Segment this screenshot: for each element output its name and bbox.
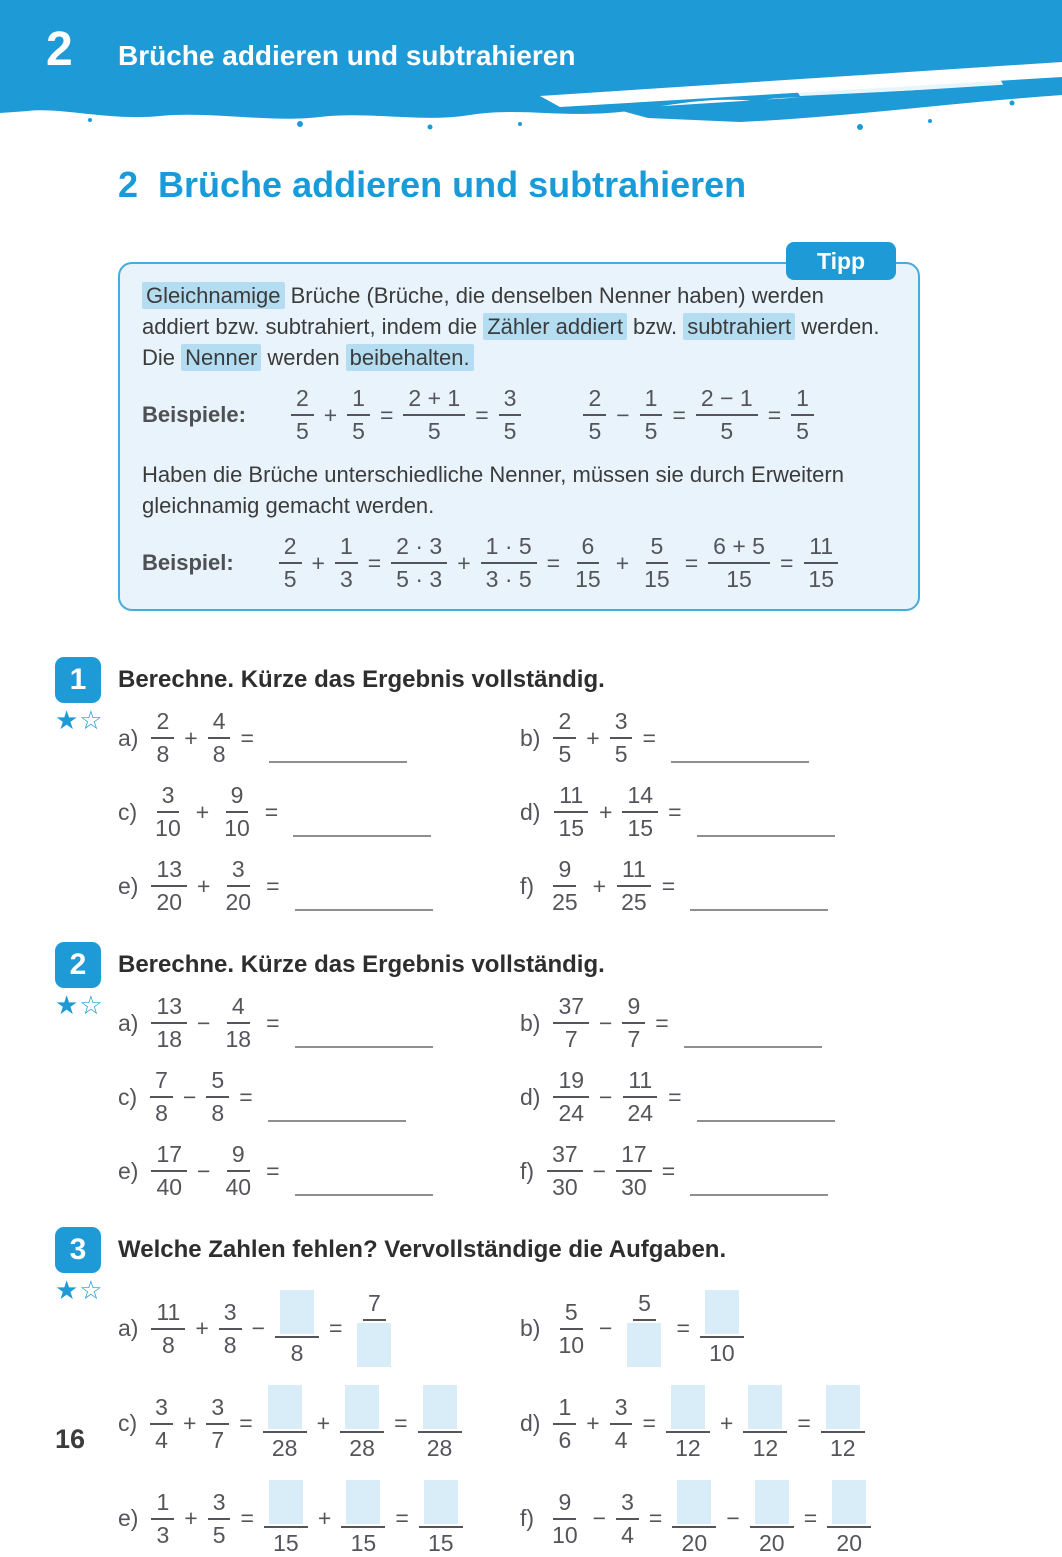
exercise-item: [118, 856, 520, 916]
fraction: 15: [264, 1480, 308, 1557]
item-label: b): [520, 724, 541, 751]
fraction: $\frac{3}{8}$: [219, 1299, 242, 1359]
exercise-item: [520, 1480, 920, 1557]
operator: +: [719, 1410, 734, 1436]
answer-line[interactable]: [697, 1120, 835, 1122]
fraction: $\frac{2 - 1}{5}$: [696, 385, 758, 445]
fraction: $\frac{17}{30}$: [616, 1141, 652, 1201]
item-expression: [550, 708, 808, 768]
exercise-item: [520, 856, 920, 916]
fraction: $\frac{9}{40}$: [225, 1141, 252, 1200]
page-number: 16: [55, 1424, 86, 1454]
highlighted-text: subtrahiert: [683, 313, 795, 340]
operator: +: [316, 1410, 331, 1436]
exercise-1-items: [118, 708, 920, 916]
item-label: f): [520, 1505, 535, 1531]
highlighted-text: beibehalten.: [346, 344, 474, 371]
operator: =: [266, 1009, 280, 1036]
answer-box[interactable]: [748, 1385, 782, 1429]
exercise-item: [520, 1290, 920, 1367]
fraction: $\frac{13}{20}$: [151, 856, 187, 916]
exercise-item: [520, 993, 920, 1053]
answer-line[interactable]: [684, 1046, 822, 1048]
fraction: $\frac{3}{7}$: [206, 1394, 229, 1454]
item-expression: [147, 1067, 405, 1127]
text: addiert bzw. subtrahiert, indem die: [142, 314, 484, 339]
fraction: $\frac{6}{15}$: [575, 533, 601, 592]
item-label: c): [118, 1083, 138, 1110]
answer-box[interactable]: [826, 1385, 860, 1429]
exercise-number-badge: 1: [55, 657, 101, 703]
exercise-item: [118, 993, 520, 1053]
answer-line[interactable]: [295, 909, 433, 911]
operator: =: [239, 1410, 253, 1436]
exercise-2: [0, 942, 1062, 1201]
exercise-item: [118, 782, 520, 842]
example-label: Beispiel:: [142, 550, 234, 575]
fraction: 12: [821, 1385, 865, 1462]
fraction: $\frac{11}{15}$: [803, 533, 839, 593]
answer-line[interactable]: [671, 761, 809, 763]
chapter-header-band: [0, 0, 1062, 140]
difficulty-stars-icon: ★☆: [55, 705, 104, 735]
operator: −: [197, 1009, 211, 1036]
fraction: $\frac{37}{7}$: [553, 993, 589, 1053]
operator: +: [311, 549, 325, 576]
fraction: 28: [263, 1385, 307, 1462]
answer-line[interactable]: [293, 835, 431, 837]
exercise-2-items: [118, 993, 920, 1201]
operator: −: [592, 1157, 607, 1184]
fraction: $\frac{7}{8}$: [150, 1067, 173, 1127]
tip-paragraph-2: [142, 459, 898, 521]
tip-paragraph-1: [142, 280, 898, 373]
tip-label: Tipp: [786, 242, 896, 280]
examples-expression: [288, 385, 817, 445]
fraction: 20: [750, 1480, 794, 1557]
item-label: c): [118, 1410, 138, 1436]
answer-box[interactable]: [357, 1323, 391, 1367]
fraction: $\frac{17}{40}$: [151, 1141, 187, 1201]
page-title: [118, 164, 1062, 206]
item-label: a): [118, 1009, 139, 1036]
exercise-3-items: [118, 1290, 920, 1557]
text: bzw.: [626, 314, 684, 339]
answer-box[interactable]: [671, 1385, 705, 1429]
exercise-item: [118, 708, 520, 768]
text: Die: [142, 345, 182, 370]
fraction: $\frac{2}{5}$: [279, 533, 302, 593]
operator: +: [586, 1410, 600, 1436]
fraction: $\frac{5}{15}$: [644, 533, 670, 592]
fraction: 20: [672, 1480, 716, 1557]
exercise-item: [520, 1141, 920, 1201]
operator: =: [661, 872, 676, 899]
operator: −: [251, 1315, 266, 1341]
fraction: $\frac{9}{7}$: [622, 993, 645, 1053]
answer-box[interactable]: [346, 1480, 380, 1524]
fraction: 10: [700, 1290, 744, 1367]
operator: +: [184, 724, 198, 751]
operator: =: [329, 1315, 343, 1341]
example-expression: [276, 533, 842, 593]
fraction: 5: [622, 1290, 666, 1367]
fraction: $\frac{11}{8}$: [151, 1299, 185, 1359]
text: werden.: [795, 314, 880, 339]
operator: =: [475, 401, 489, 428]
operator: −: [599, 1009, 613, 1036]
fraction: $\frac{1}{3}$: [335, 533, 358, 593]
item-expression: [544, 856, 828, 916]
operator: =: [672, 401, 686, 428]
exercise-2-marker: [55, 942, 118, 1201]
difficulty-stars-icon: ★☆: [55, 990, 104, 1020]
operator: =: [668, 1083, 682, 1110]
fraction: 28: [340, 1385, 384, 1462]
fraction: $\frac{14}{15}$: [622, 782, 658, 842]
operator: =: [767, 401, 782, 428]
highlighted-text: Gleichnamige: [142, 282, 285, 309]
operator: +: [197, 872, 211, 899]
operator: =: [379, 401, 394, 428]
operator: −: [182, 1083, 197, 1110]
item-expression: [148, 1141, 432, 1201]
fraction: $\frac{9}{25}$: [552, 856, 578, 915]
running-chapter-title: Brüche addieren und subtrahieren: [118, 40, 576, 71]
fraction: 28: [418, 1385, 462, 1462]
fraction: $\frac{3}{20}$: [225, 856, 252, 915]
fraction: $\frac{9}{10}$: [224, 782, 250, 841]
fraction: $\frac{13}{18}$: [151, 993, 187, 1053]
operator: =: [266, 872, 280, 899]
item-expression: [550, 1385, 867, 1462]
item-expression: [148, 1480, 465, 1557]
exercise-2-title: Berechne. Kürze das Ergebnis vollständig.: [118, 951, 605, 978]
fraction: $\frac{2 \cdot 3}{5 \cdot 3}$: [391, 533, 447, 593]
fraction: $\frac{3}{4}$: [616, 1489, 639, 1549]
operator: +: [586, 724, 600, 751]
operator: =: [239, 1083, 253, 1110]
fraction: $\frac{1 \cdot 5}{3 \cdot 5}$: [481, 533, 537, 593]
fraction: $\frac{3}{4}$: [150, 1394, 173, 1454]
operator: −: [616, 401, 630, 428]
fraction: $\frac{4}{8}$: [208, 708, 231, 768]
operator: −: [726, 1505, 740, 1531]
fraction: 12: [743, 1385, 787, 1462]
exercise-3: [0, 1227, 1062, 1557]
fraction: $\frac{3}{5}$: [499, 385, 522, 445]
answer-line[interactable]: [295, 1194, 433, 1196]
fraction: $\frac{3}{10}$: [155, 782, 181, 841]
exercise-item: [118, 1385, 520, 1462]
operator: =: [642, 1410, 656, 1436]
operator: =: [240, 724, 254, 751]
operator: =: [546, 549, 561, 576]
answer-box[interactable]: [269, 1480, 303, 1524]
fraction: $\frac{37}{30}$: [547, 1141, 583, 1201]
text: werden: [261, 345, 346, 370]
item-label: b): [520, 1009, 541, 1036]
answer-line[interactable]: [268, 1120, 406, 1122]
exercise-3-title: Welche Zahlen fehlen? Vervollständige die Aufgaben.: [118, 1236, 727, 1263]
operator: =: [668, 798, 682, 825]
item-expression: [148, 993, 432, 1053]
operator: =: [642, 724, 656, 751]
answer-box[interactable]: [677, 1480, 711, 1524]
operator: +: [615, 549, 630, 576]
item-label: a): [118, 1315, 139, 1341]
operator: =: [661, 1157, 676, 1184]
operator: +: [195, 798, 210, 825]
item-label: c): [118, 798, 138, 825]
fraction: $\frac{2}{8}$: [151, 708, 174, 768]
operator: =: [394, 1410, 408, 1436]
exercise-1-title: Berechne. Kürze das Ergebnis vollständig.: [118, 666, 605, 693]
operator: =: [240, 1505, 254, 1531]
exercise-item: [520, 782, 920, 842]
fraction: 20: [827, 1480, 871, 1557]
tip-box: [118, 247, 920, 611]
operator: +: [182, 1410, 197, 1436]
answer-box[interactable]: [345, 1385, 379, 1429]
item-label: b): [520, 1315, 541, 1341]
fraction: $\frac{11}{24}$: [622, 1067, 658, 1127]
item-label: e): [118, 872, 139, 899]
answer-box[interactable]: [705, 1290, 739, 1334]
item-expression: [148, 708, 406, 768]
fraction: $\frac{6 + 5}{15}$: [708, 533, 770, 593]
answer-line[interactable]: [269, 761, 407, 763]
answer-line[interactable]: [697, 835, 835, 837]
fraction: $\frac{19}{24}$: [553, 1067, 589, 1127]
item-label: a): [118, 724, 139, 751]
answer-box[interactable]: [832, 1480, 866, 1524]
fraction: $\frac{5}{8}$: [206, 1067, 229, 1127]
item-label: e): [118, 1505, 139, 1531]
operator: −: [599, 1083, 613, 1110]
exercise-item: [118, 1141, 520, 1201]
fraction: $\frac{1}{5}$: [791, 385, 814, 445]
item-expression: [544, 1141, 828, 1201]
answer-line[interactable]: [295, 1046, 433, 1048]
item-label: e): [118, 1157, 139, 1184]
fraction: $\frac{1}{6}$: [553, 1394, 576, 1454]
answer-box[interactable]: [424, 1480, 458, 1524]
tip-examples-row: [142, 385, 898, 445]
exercise-item: [520, 1385, 920, 1462]
fraction: $\frac{11}{15}$: [553, 782, 589, 842]
exercise-number-badge: 3: [55, 1227, 101, 1273]
fraction: 15: [419, 1480, 463, 1557]
operator: +: [592, 872, 607, 899]
item-expression: [550, 782, 834, 842]
fraction: $\frac{2}{5}$: [553, 708, 576, 768]
fraction: $\frac{3}{5}$: [208, 1489, 231, 1549]
fraction: $\frac{1}{3}$: [151, 1489, 174, 1549]
fraction: 15: [341, 1480, 385, 1557]
difficulty-stars-icon: ★☆: [55, 1275, 104, 1305]
item-expression: [147, 1385, 464, 1462]
exercise-1: [0, 657, 1062, 916]
item-label: d): [520, 798, 541, 825]
item-label: f): [520, 872, 535, 899]
operator: =: [395, 1505, 409, 1531]
page-title-text: Brüche addieren und subtrahieren: [158, 164, 747, 205]
fraction: $\frac{2}{5}$: [583, 385, 606, 445]
operator: +: [457, 549, 471, 576]
fraction: 7: [352, 1290, 396, 1367]
running-chapter-number: 2: [46, 23, 73, 76]
answer-box[interactable]: [627, 1323, 661, 1367]
text: gleichnamig gemacht werden.: [142, 493, 435, 518]
operator: =: [803, 1505, 818, 1531]
answer-box[interactable]: [423, 1385, 457, 1429]
exercise-1-marker: [55, 657, 118, 916]
fraction: $\frac{1}{5}$: [640, 385, 663, 445]
exercise-number-badge: 2: [55, 942, 101, 988]
item-expression: [147, 782, 431, 842]
operator: +: [323, 401, 338, 428]
exercise-3-marker: [55, 1227, 118, 1557]
fraction: $\frac{9}{10}$: [552, 1488, 578, 1548]
operator: +: [184, 1505, 198, 1531]
item-expression: [148, 1290, 399, 1367]
operator: −: [592, 1505, 607, 1531]
operator: =: [367, 549, 382, 576]
item-expression: [148, 856, 432, 916]
tip-example-row: [142, 533, 898, 593]
text: Brüche (Brüche, die denselben Nenner haben) werden: [284, 283, 824, 308]
highlighted-text: Nenner: [181, 344, 261, 371]
operator: =: [648, 1505, 663, 1531]
exercise-item: [520, 708, 920, 768]
highlighted-text: Zähler addiert: [483, 313, 627, 340]
page-title-number: 2: [118, 164, 139, 205]
operator: =: [779, 549, 794, 576]
operator: −: [599, 1315, 613, 1341]
fraction: 12: [666, 1385, 710, 1462]
fraction: $\frac{4}{18}$: [225, 993, 252, 1052]
fraction: $\frac{2}{5}$: [291, 385, 314, 445]
answer-box[interactable]: [755, 1480, 789, 1524]
answer-line[interactable]: [690, 1194, 828, 1196]
answer-box[interactable]: [280, 1290, 314, 1334]
operator: =: [797, 1410, 811, 1436]
operator: +: [599, 798, 613, 825]
fraction: $\frac{5}{10}$: [558, 1298, 585, 1358]
operator: =: [676, 1315, 690, 1341]
item-expression: [550, 1290, 746, 1367]
exercise-item: [520, 1067, 920, 1127]
examples-label: Beispiele:: [142, 402, 246, 427]
operator: =: [655, 1009, 669, 1036]
operator: =: [684, 549, 699, 576]
fraction: $\frac{2 + 1}{5}$: [403, 385, 465, 445]
item-label: f): [520, 1157, 535, 1184]
fraction: $\frac{1}{5}$: [347, 385, 370, 445]
operator: +: [195, 1315, 209, 1341]
fraction: $\frac{3}{4}$: [610, 1394, 633, 1454]
text: Haben die Brüche unterschiedliche Nenner, müssen sie durch Erweitern: [142, 462, 844, 487]
operator: =: [266, 1157, 280, 1184]
fraction: 8: [275, 1290, 319, 1367]
item-label: d): [520, 1083, 541, 1110]
operator: −: [197, 1157, 211, 1184]
answer-box[interactable]: [268, 1385, 302, 1429]
item-expression: [544, 1480, 874, 1557]
fraction: $\frac{3}{5}$: [610, 708, 633, 768]
exercise-item: [118, 1067, 520, 1127]
operator: +: [317, 1505, 332, 1531]
item-expression: [550, 1067, 834, 1127]
operator: =: [264, 798, 279, 825]
exercise-item: [118, 1290, 520, 1367]
exercise-item: [118, 1480, 520, 1557]
item-label: d): [520, 1410, 541, 1436]
fraction: $\frac{11}{25}$: [616, 856, 652, 916]
item-expression: [550, 993, 821, 1053]
answer-line[interactable]: [690, 909, 828, 911]
